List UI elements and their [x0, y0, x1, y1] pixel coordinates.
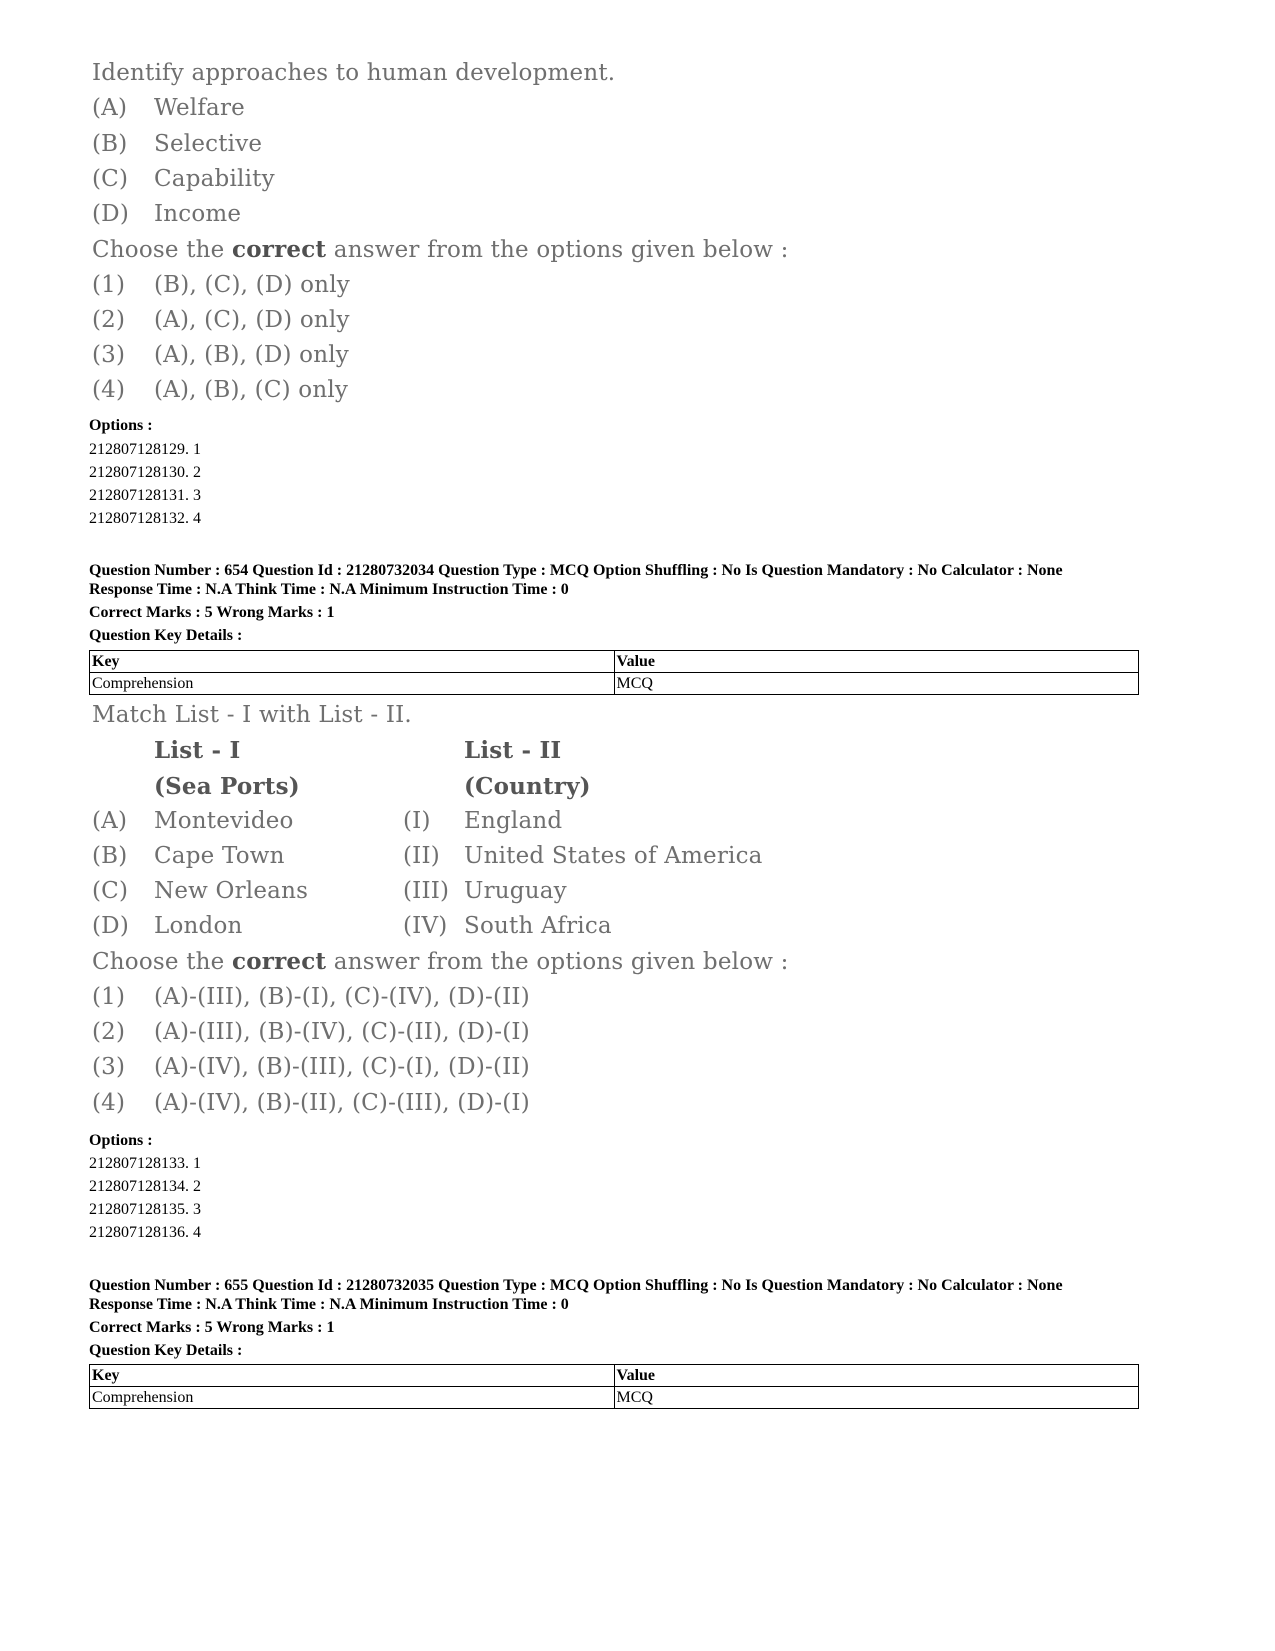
choose-instruction: Choose the correct answer from the options given below : — [92, 948, 789, 975]
question-marks: Correct Marks : 5 Wrong Marks : 1 — [89, 1319, 335, 1336]
list2-title: List - II — [464, 737, 562, 764]
list1-subtitle: (Sea Ports) — [154, 773, 300, 800]
option-id: 212807128132. 4 — [89, 510, 201, 527]
table-header-row — [90, 651, 1139, 673]
key-details-label: Question Key Details : — [89, 1342, 243, 1359]
choose-instruction: Choose the correct answer from the options given below : — [92, 236, 789, 263]
table-header-cell: Value — [614, 651, 1139, 673]
option-id: 212807128130. 2 — [89, 464, 201, 481]
question-marks: Correct Marks : 5 Wrong Marks : 1 — [89, 604, 335, 621]
table-header-cell: Key — [90, 1365, 615, 1387]
list2-subtitle: (Country) — [464, 773, 591, 800]
option-id: 212807128135. 3 — [89, 1201, 201, 1218]
question-meta-line2: Response Time : N.A Think Time : N.A Minimum Instruction Time : 0 — [89, 1296, 569, 1313]
option-id: 212807128134. 2 — [89, 1178, 201, 1195]
table-cell: MCQ — [614, 1387, 1139, 1409]
question-meta-line1: Question Number : 655 Question Id : 21280732035 Question Type : MCQ Option Shuffling : No Is Question Mandatory : No Calculator : None — [89, 1277, 1063, 1294]
question-meta-line2: Response Time : N.A Think Time : N.A Minimum Instruction Time : 0 — [89, 581, 569, 598]
key-details-table — [89, 650, 1139, 695]
table-header-cell: Key — [90, 651, 615, 673]
option-id: 212807128136. 4 — [89, 1224, 201, 1241]
key-details-table — [89, 1364, 1139, 1409]
table-cell: Comprehension — [90, 673, 615, 695]
table-cell: Comprehension — [90, 1387, 615, 1409]
question-654-image: Match List - I with List - II. List - I List - II (Sea Ports) (Country) (A) Montevideo (I) England (B) Cape Town (II) United States of America (C) New Orleans (III) Uruguay (D) London (IV) South Africa Choose the correct answer from the options given below : (1) (A)-(III), (B)-(I), (C)-(IV), (D)-(II) (2) (A)-(III), (B)-(IV), (C)-(II), (D)-(I) (3) (A)-(IV), (B)-(III), (C)-(I), (D)-(II) (4) (A)-(IV), (B)-(II), (C)-(III), (D)-(I) — [92, 702, 789, 1116]
table-row — [90, 673, 1139, 695]
table-row — [90, 1387, 1139, 1409]
options-label: Options : — [89, 417, 153, 434]
table-cell: MCQ — [614, 673, 1139, 695]
question-meta-line1: Question Number : 654 Question Id : 21280732034 Question Type : MCQ Option Shuffling : No Is Question Mandatory : No Calculator : None — [89, 562, 1063, 579]
key-details-label: Question Key Details : — [89, 627, 243, 644]
table-header-cell: Value — [614, 1365, 1139, 1387]
option-id: 212807128133. 1 — [89, 1155, 201, 1172]
table-header-row — [90, 1365, 1139, 1387]
question-653-image: Identify approaches to human development. (A) Welfare (B) Selective (C) Capability (D) Income Choose the correct answer from the options given below : (1) (B), (C), (D) only (2) (A), (C), (D) only (3) (A), (B), (D) only (4) (A), (B), (C) only — [92, 60, 789, 403]
option-id: 212807128129. 1 — [89, 441, 201, 458]
question-stem: Identify approaches to human development. — [92, 60, 616, 86]
list1-title: List - I — [154, 737, 241, 764]
option-id: 212807128131. 3 — [89, 487, 201, 504]
question-stem: Match List - I with List - II. — [92, 702, 412, 728]
options-label: Options : — [89, 1132, 153, 1149]
